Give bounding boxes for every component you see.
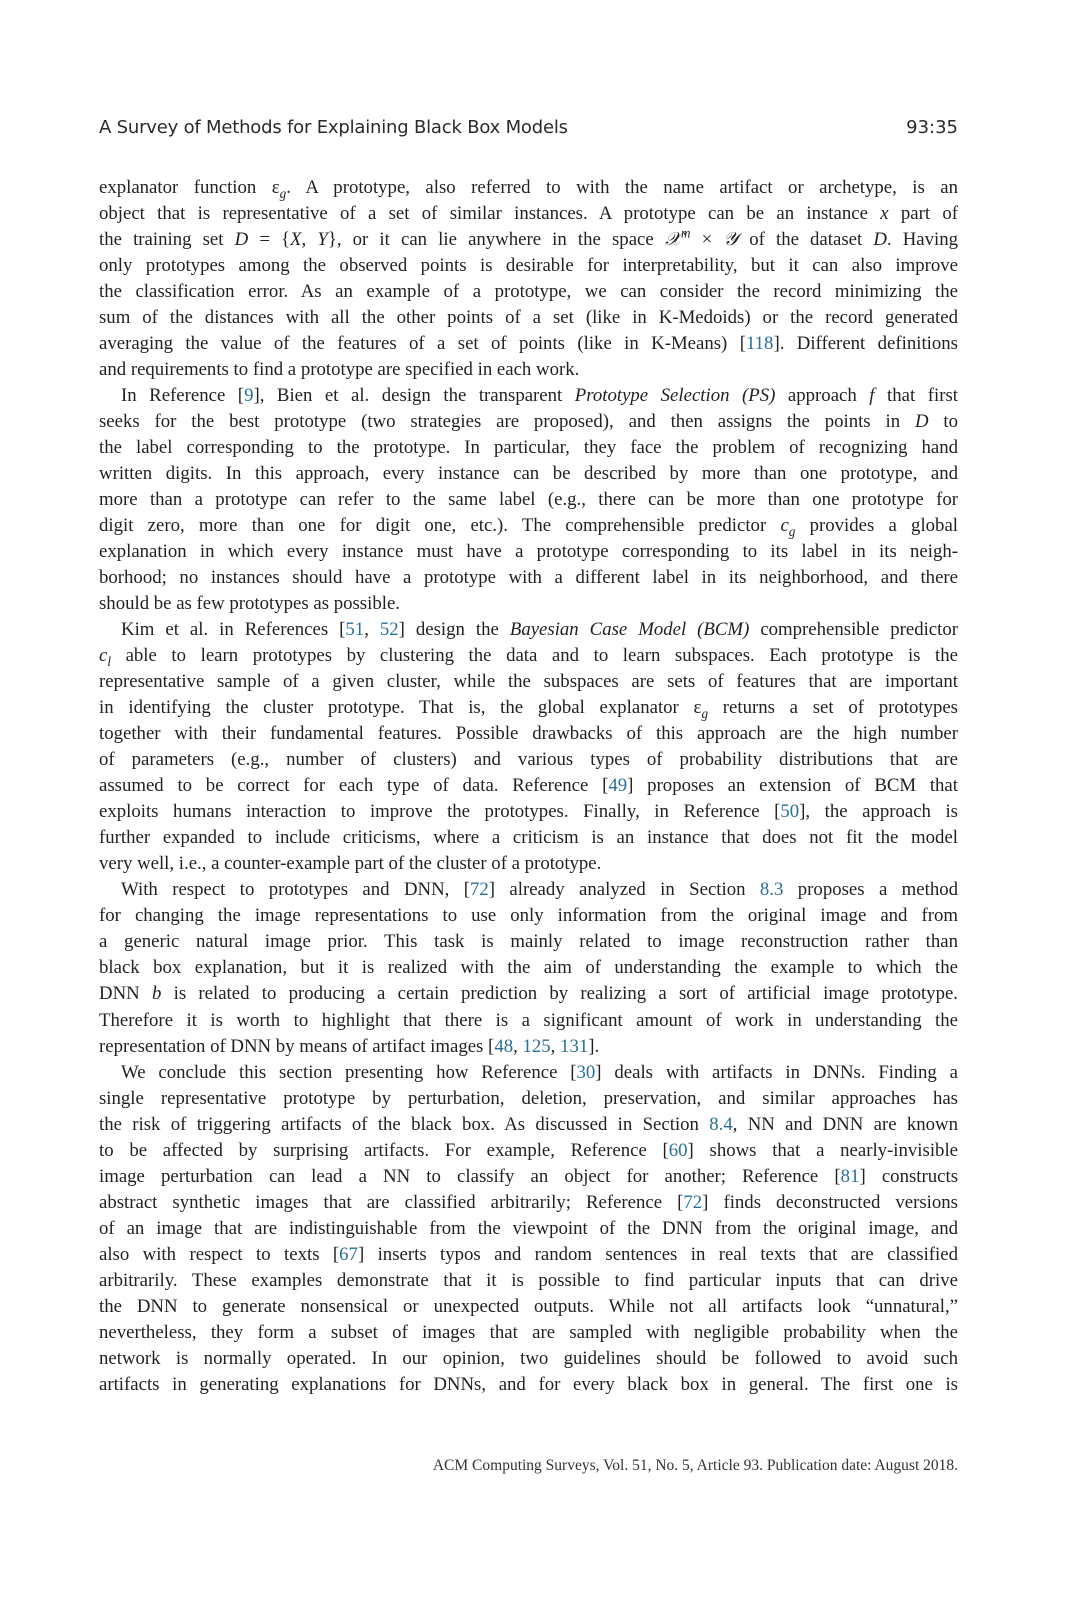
text: to be affected by surprising artifacts. For example, Reference [ — [99, 1139, 669, 1161]
text: of the dataset — [738, 229, 874, 251]
text-line — [99, 409, 958, 435]
text-line — [99, 253, 958, 279]
citation-link[interactable]: 51 — [345, 619, 365, 641]
journal-footer: ACM Computing Surveys, Vol. 51, No. 5, Article 93. Publication date: August 2018. — [432, 1457, 958, 1474]
citation-link[interactable]: 8.4 — [709, 1113, 733, 1135]
text: for changing the image representations to use only information from the original image and from — [99, 905, 958, 927]
text: the risk of triggering artifacts of the black box. As discussed in Section — [99, 1113, 710, 1135]
italic-text: Bayesian Case Model (BCM) — [509, 619, 750, 641]
text: ] shows that a nearly-invisible — [687, 1139, 958, 1161]
text-line — [99, 903, 958, 929]
text: comprehensible predictor — [749, 619, 958, 641]
citation-link[interactable]: 81 — [840, 1165, 860, 1187]
body-text — [99, 175, 958, 1398]
text-line — [99, 1190, 958, 1216]
paragraph — [99, 1060, 958, 1398]
text: , — [364, 619, 380, 641]
text: }, or it can lie anywhere in the space — [327, 229, 665, 251]
text-line — [99, 799, 958, 825]
text: exploits humans interaction to improve the prototypes. Finally, in Reference [ — [99, 801, 781, 823]
citation-link[interactable]: 8.3 — [759, 879, 784, 901]
text: in identifying the cluster prototype. That is, the global explanator ε — [99, 697, 702, 719]
text: of an image that are indistinguishable from the viewpoint of the DNN from the original image, and — [99, 1217, 958, 1239]
text-line — [99, 357, 958, 383]
citation-link[interactable]: 30 — [576, 1061, 596, 1083]
text: more than a prototype can refer to the same label (e.g., there can be more than one prototype for — [99, 489, 958, 511]
citation-link[interactable]: 131 — [560, 1035, 589, 1057]
citation-link[interactable]: 49 — [608, 775, 628, 797]
text-line — [99, 1112, 958, 1138]
text-line — [99, 1060, 958, 1086]
text-line — [99, 643, 958, 669]
text: that first — [874, 385, 958, 407]
text-line — [99, 929, 958, 955]
italic-text: X — [290, 229, 302, 251]
text: ] constructs — [859, 1165, 958, 1187]
text: written digits. In this approach, every instance can be described by more than one prototype, and — [99, 463, 958, 485]
subscript: g — [701, 706, 709, 722]
text: black box explanation, but it is realized with the aim of understanding the example to which the — [99, 957, 958, 979]
text-line — [99, 851, 958, 877]
text: very well, i.e., a counter-example part of the cluster of a prototype. — [99, 853, 602, 875]
italic-text: c — [99, 645, 108, 667]
subscript: g — [279, 185, 287, 201]
text: proposes a method — [783, 879, 958, 901]
italic-text: b — [151, 983, 162, 1005]
text: ], the approach is — [799, 801, 958, 823]
text-line — [99, 1008, 958, 1034]
citation-link[interactable]: 67 — [339, 1243, 358, 1265]
text: ] design the — [398, 619, 510, 641]
italic-text: f — [869, 385, 875, 407]
text: approach — [775, 385, 870, 407]
italic-text: D — [234, 229, 249, 251]
text: network is normally operated. In our opinion, two guidelines should be followed to avoid such — [99, 1347, 958, 1369]
text: borhood; no instances should have a prototype with a different label in its neighborhood, and there — [99, 567, 958, 589]
text: also with respect to texts [ — [99, 1243, 340, 1265]
text-line — [99, 695, 958, 721]
text-line — [99, 175, 958, 201]
text: abstract synthetic images that are classified arbitrarily; Reference [ — [99, 1191, 684, 1213]
italic-text: 𝒴 — [723, 229, 739, 251]
text: together with their fundamental features. Possible drawbacks of this approach are the high number — [99, 723, 958, 745]
text: , — [513, 1035, 523, 1057]
text-line — [99, 591, 958, 617]
text: the DNN to generate nonsensical or unexpected outputs. While not all artifacts look “unnatural,” — [99, 1295, 958, 1317]
text: ] proposes an extension of BCM that — [627, 775, 958, 797]
text: provides a global — [795, 515, 958, 537]
text: artifacts in generating explanations for DNNs, and for every black box in general. The first one is — [99, 1373, 958, 1395]
text-line — [99, 669, 958, 695]
text: further expanded to include criticisms, where a criticism is an instance that does not fit the model — [99, 827, 958, 849]
text-line — [99, 617, 958, 643]
text-line — [99, 1268, 958, 1294]
text: = { — [248, 229, 291, 251]
citation-link[interactable]: 52 — [379, 619, 399, 641]
text: ] finds deconstructed versions — [702, 1191, 958, 1213]
citation-link[interactable]: 125 — [522, 1035, 551, 1057]
text-line — [99, 1164, 958, 1190]
text: ]. — [588, 1035, 600, 1057]
text: the classification error. As an example of a prototype, we can consider the record minimizing the — [99, 281, 958, 303]
citation-link[interactable]: 50 — [780, 801, 800, 823]
text: , — [301, 229, 318, 251]
text: a generic natural image prior. This task is mainly related to image reconstruction rather than — [99, 931, 958, 953]
text: digit zero, more than one for digit one, etc.). The comprehensible predictor — [99, 515, 781, 537]
text: sum of the distances with all the other points of a set (like in K-Medoids) or the record generated — [99, 307, 958, 329]
running-header-title: A Survey of Methods for Explaining Black Box Models — [99, 117, 568, 138]
text: With respect to prototypes and DNN, [ — [121, 879, 470, 901]
italic-text: Prototype Selection (PS) — [574, 385, 776, 407]
italic-text: x — [880, 203, 889, 225]
text: assumed to be correct for each type of data. Reference [ — [99, 775, 609, 797]
text: Kim et al. in References [ — [121, 619, 346, 641]
text-line — [99, 1294, 958, 1320]
text: seeks for the best prototype (two strategies are proposed), and then assigns the points in — [99, 411, 915, 433]
text: ], Bien et al. design the transparent — [253, 385, 575, 407]
text-line — [99, 1346, 958, 1372]
text-line — [99, 383, 958, 409]
text: explanation in which every instance must have a prototype corresponding to its label in its neigh- — [99, 541, 958, 563]
text: the label corresponding to the prototype. In particular, they face the problem of recognizing hand — [99, 437, 958, 459]
text: , NN and DNN are known — [732, 1113, 958, 1135]
text-line — [99, 981, 958, 1007]
text: should be as few prototypes as possible. — [99, 593, 400, 615]
text: only prototypes among the observed points is desirable for interpretability, but it can also improve — [99, 255, 958, 277]
citation-link[interactable]: 9 — [244, 385, 254, 407]
italic-text: D — [914, 411, 929, 433]
text-line — [99, 747, 958, 773]
text-line — [99, 487, 958, 513]
text: ] already analyzed in Section — [488, 879, 760, 901]
subscript: l — [107, 654, 111, 670]
text-line — [99, 773, 958, 799]
text-line — [99, 201, 958, 227]
text: ] deals with artifacts in DNNs. Finding a — [595, 1061, 958, 1083]
text: , — [550, 1035, 561, 1057]
paragraph — [99, 877, 958, 1059]
text-line — [99, 877, 958, 903]
text: the training set — [99, 229, 235, 251]
text-line — [99, 1138, 958, 1164]
text-line — [99, 1216, 958, 1242]
paragraph — [99, 383, 958, 617]
text: explanator function ε — [99, 177, 280, 198]
text-line — [99, 331, 958, 357]
text-line — [99, 513, 958, 539]
text: is related to producing a certain prediction by realizing a sort of artificial image prototype. — [161, 983, 958, 1005]
italic-text: c — [780, 515, 789, 537]
text-line — [99, 279, 958, 305]
text-line — [99, 1242, 958, 1268]
text: . Having — [886, 229, 958, 251]
text: ]. Different definitions — [773, 333, 958, 355]
text-line — [99, 1034, 958, 1060]
text: Therefore it is worth to highlight that there is a significant amount of work in understanding the — [99, 1009, 958, 1031]
text-line — [99, 955, 958, 981]
text: returns a set of prototypes — [708, 697, 958, 719]
citation-link[interactable]: 48 — [494, 1035, 514, 1057]
text: part of — [888, 203, 958, 225]
italic-text: D — [873, 229, 887, 251]
text: single representative prototype by perturbation, deletion, preservation, and similar approaches has — [99, 1087, 958, 1109]
text: representative sample of a given cluster, while the subspaces are sets of features that are important — [99, 671, 958, 693]
text: and requirements to find a prototype are specified in each work. — [99, 359, 580, 381]
italic-text: 𝒳 — [664, 229, 681, 251]
superscript: m — [680, 227, 691, 241]
text-line — [99, 1086, 958, 1112]
text-line — [99, 1372, 958, 1398]
paragraph — [99, 617, 958, 877]
text-line — [99, 227, 958, 253]
text-line — [99, 825, 958, 851]
text-line — [99, 539, 958, 565]
citation-link[interactable]: 60 — [668, 1139, 688, 1161]
text-line — [99, 305, 958, 331]
page-number: 93:35 — [906, 117, 958, 138]
text: averaging the value of the features of a set of points (like in K-Means) [ — [99, 333, 746, 355]
text: of parameters (e.g., number of clusters) and various types of probability distributions that are — [99, 749, 958, 771]
text: In Reference [ — [121, 385, 245, 407]
citation-link[interactable]: 118 — [745, 333, 774, 355]
text-line — [99, 565, 958, 591]
text: able to learn prototypes by clustering the data and to learn subspaces. Each prototype is the — [111, 645, 958, 667]
text: We conclude this section presenting how Reference [ — [121, 1061, 577, 1083]
text-line — [99, 1320, 958, 1346]
text-line — [99, 721, 958, 747]
text: to — [928, 411, 958, 433]
paragraph — [99, 175, 958, 383]
text-line — [99, 461, 958, 487]
text: image perturbation can lead a NN to classify an object for another; Reference [ — [99, 1165, 841, 1187]
text: × — [690, 229, 724, 251]
text: arbitrarily. These examples demonstrate that it is possible to find particular inputs that can drive — [99, 1269, 958, 1291]
text: object that is representative of a set of similar instances. A prototype can be an instance — [99, 203, 881, 225]
citation-link[interactable]: 72 — [683, 1191, 703, 1213]
text: ] inserts typos and random sentences in real texts that are classified — [357, 1243, 958, 1265]
text: DNN — [99, 983, 152, 1005]
text-line — [99, 435, 958, 461]
subscript: g — [788, 523, 796, 539]
citation-link[interactable]: 72 — [469, 879, 489, 901]
text: . A prototype, also referred to with the name artifact or archetype, is an — [286, 177, 958, 198]
text: representation of DNN by means of artifact images [ — [99, 1035, 495, 1057]
italic-text: Y — [317, 229, 328, 251]
text: nevertheless, they form a subset of images that are sampled with negligible probability when the — [99, 1321, 958, 1343]
